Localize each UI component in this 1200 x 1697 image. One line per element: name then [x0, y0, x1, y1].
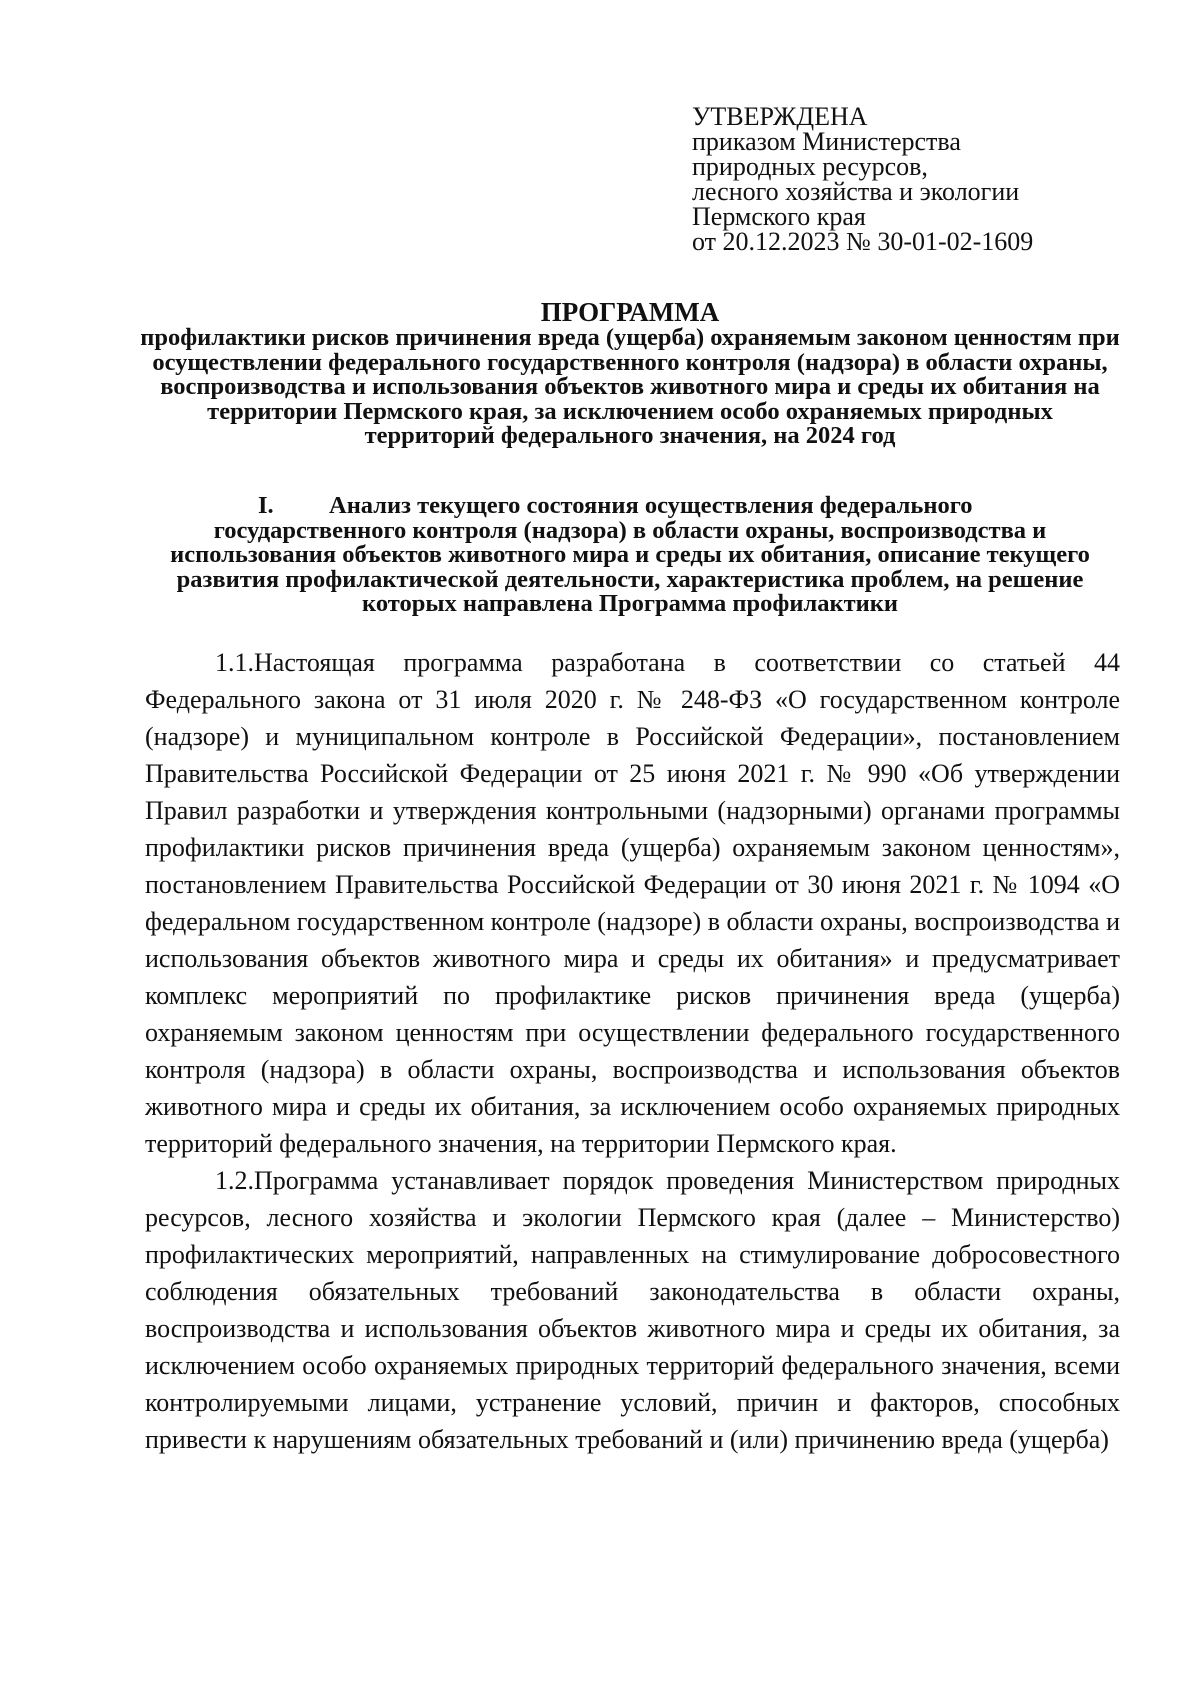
approval-line: лесного хозяйства и экологии [692, 177, 1020, 206]
section-heading-text-rest: государственного контроля (надзора) в области охраны, воспроизводства и использования объектов животного мира и среды их обитания, описание текущего развития профилактической деятельности, характеристика проблем, на решение которых направлена Программа профилактики [170, 516, 1090, 618]
document-title [140, 298, 1120, 449]
approval-block [692, 104, 1132, 254]
approval-order-number: от 20.12.2023 № 30-01-02-1609 [692, 227, 1034, 256]
title-subtitle: профилактики рисков причинения вреда (ущерба) охраняемым законом ценностям при осуществлении федерального государственного контроля (надзора) в области охраны, воспроизводства и использования объектов животного мира и среды их обитания на территории Пермского края, за исключением особо охраняемых природных территорий федерального значения, на 2024 год [140, 324, 1120, 450]
approval-line: приказом Министерства [692, 127, 961, 156]
approval-line: природных ресурсов, [692, 152, 928, 181]
approval-line: Пермского края [692, 202, 866, 231]
section-number: I. [258, 492, 274, 519]
paragraph-1-1: 1.1.Настоящая программа разработана в соответствии со статьей 44 Федерального закона от 31 июля 2020 г. № 248-ФЗ «О государственном контроле (надзоре) и муниципальном контроле в Российской Федерации», постановлением Правительства Российской Федерации от 25 июня 2021 г. № 990 «Об утверждении Правил разработки и утверждения контрольными (надзорными) органами программы профилактики рисков причинения вреда (ущерба) охраняемым законом ценностям», постановлением Правительства Российской Федерации от 30 июня 2021 г. № 1094 «О федеральном государственном контроле (надзоре) в области охраны, воспроизводства и использования объектов животного мира и среды их обитания» и предусматривает комплекс мероприятий по профилактике рисков причинения вреда (ущерба) охраняемым законом ценностям при осуществлении федерального государственного контроля (надзора) в области охраны, воспроизводства и использования объектов животного мира и среды их обитания, за исключением особо охраняемых природных территорий федерального значения, на территории Пермского края. [145, 648, 1120, 1158]
section-heading-first-line [140, 494, 1120, 519]
section-heading [140, 494, 1120, 617]
section-heading-text-first: Анализ текущего состояния осуществления федерального [329, 492, 973, 519]
paragraph-1-2: 1.2.Программа устанавливает порядок проведения Министерством природных ресурсов, лесного хозяйства и экологии Пермского края (далее – Министерство) профилактических мероприятий, направленных на стимулирование добросовестного соблюдения обязательных требований законодательства в области охраны, воспроизводства и использования объектов животного мира и среды их обитания, за исключением особо охраняемых природных территорий федерального значения, всеми контролируемыми лицами, устранение условий, причин и факторов, способных привести к нарушениям обязательных требований и (или) причинению вреда (ущерба) [145, 1166, 1120, 1454]
approval-line: УТВЕРЖДЕНА [692, 102, 868, 131]
title-main: ПРОГРАММА [540, 297, 720, 327]
body-text [145, 644, 1120, 1458]
